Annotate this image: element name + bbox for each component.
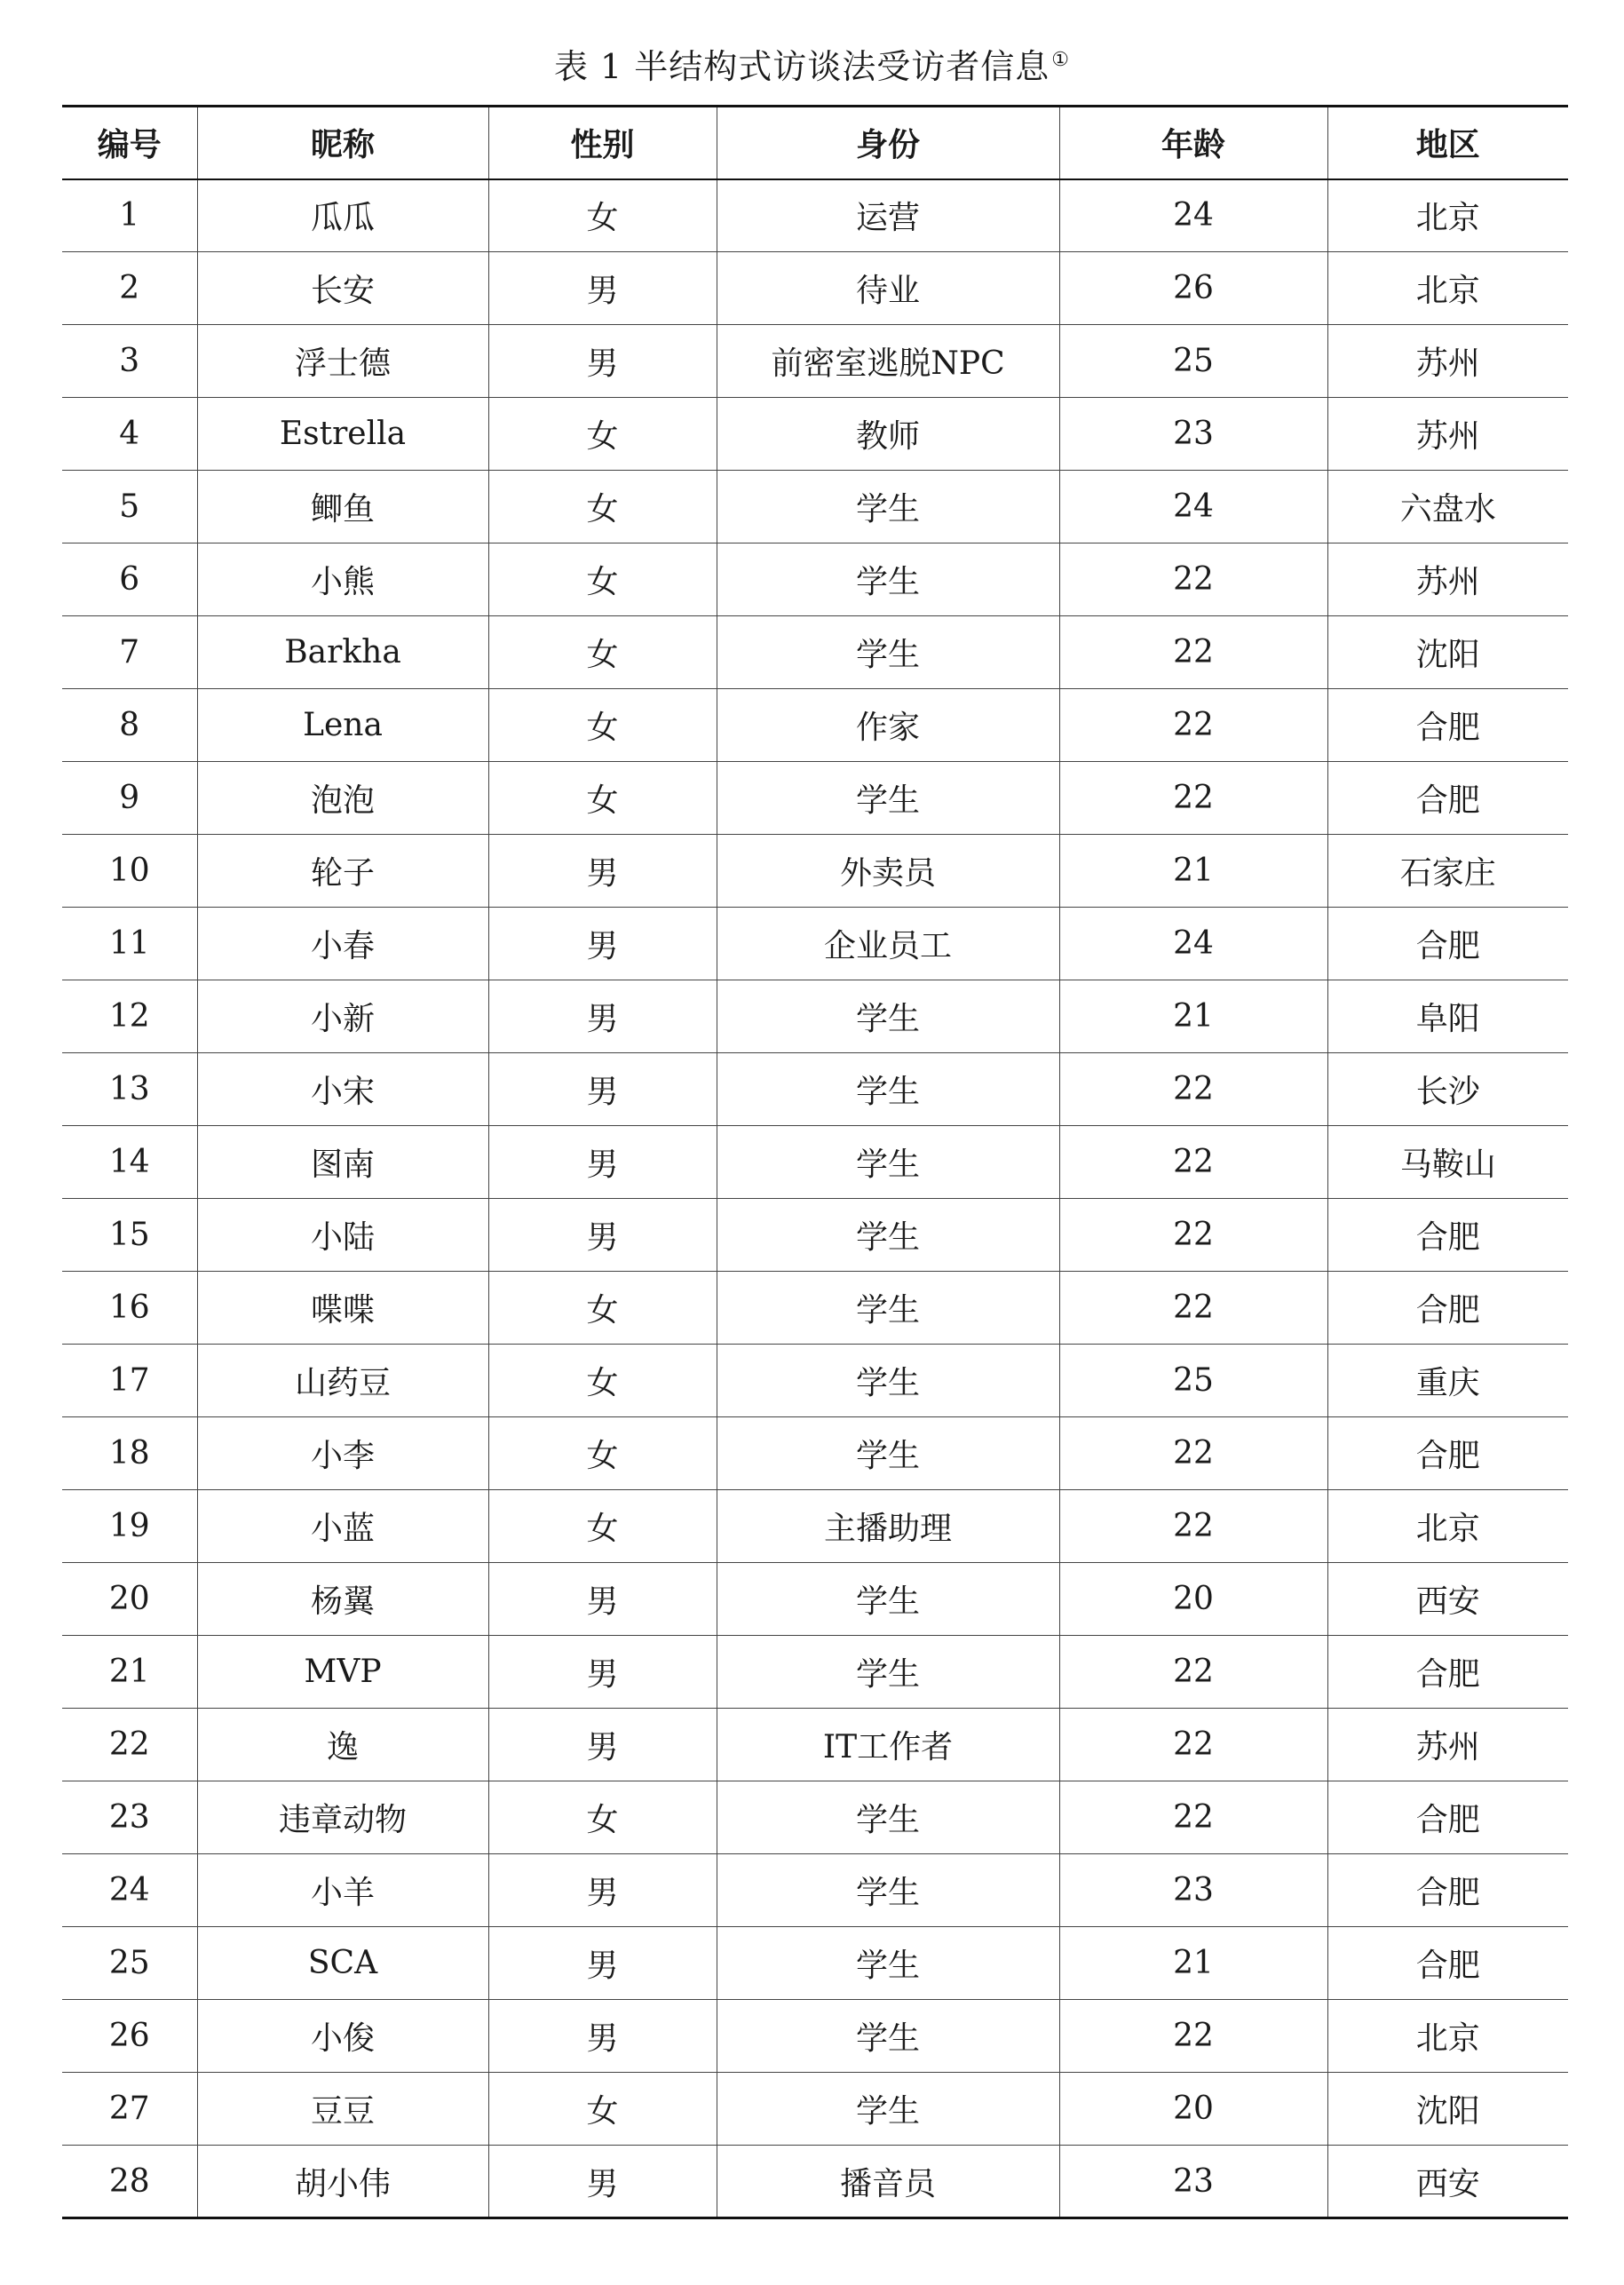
cell-nickname: 小新 xyxy=(197,980,488,1053)
cell-identity: 学生 xyxy=(717,2000,1059,2073)
cell-age: 25 xyxy=(1059,1345,1327,1417)
cell-gender: 女 xyxy=(488,1781,717,1854)
cell-gender: 男 xyxy=(488,1199,717,1272)
cell-age: 22 xyxy=(1059,689,1327,762)
table-row xyxy=(62,1345,1568,1417)
cell-region: 长沙 xyxy=(1327,1053,1568,1126)
cell-identity: 学生 xyxy=(717,980,1059,1053)
cell-identity: 作家 xyxy=(717,689,1059,762)
cell-age: 25 xyxy=(1059,325,1327,398)
table-row xyxy=(62,689,1568,762)
cell-nickname: 浮士德 xyxy=(197,325,488,398)
cell-age: 26 xyxy=(1059,252,1327,325)
cell-gender: 男 xyxy=(488,908,717,980)
cell-identity: 播音员 xyxy=(717,2146,1059,2218)
cell-identity: 学生 xyxy=(717,1272,1059,1345)
cell-nickname: 鲫鱼 xyxy=(197,471,488,543)
cell-nickname: 山药豆 xyxy=(197,1345,488,1417)
cell-region: 西安 xyxy=(1327,2146,1568,2218)
cell-id: 6 xyxy=(119,561,140,598)
table-body xyxy=(62,179,1568,2218)
cell-id: 28 xyxy=(108,2162,150,2200)
cell-age: 24 xyxy=(1059,179,1327,252)
cell-gender: 男 xyxy=(488,980,717,1053)
cell-gender: 男 xyxy=(488,1709,717,1781)
cell-gender: 女 xyxy=(488,1272,717,1345)
table-row xyxy=(62,471,1568,543)
header-gender: 性别 xyxy=(488,107,717,179)
cell-region: 合肥 xyxy=(1327,908,1568,980)
cell-region: 合肥 xyxy=(1327,1272,1568,1345)
cell-region: 北京 xyxy=(1327,1490,1568,1563)
cell-gender: 男 xyxy=(488,1053,717,1126)
cell-age: 22 xyxy=(1059,1490,1327,1563)
cell-nickname: 小俊 xyxy=(197,2000,488,2073)
cell-id: 4 xyxy=(119,416,140,452)
cell-id: 18 xyxy=(108,1435,150,1472)
cell-identity: IT工作者 xyxy=(717,1709,1059,1781)
cell-gender: 男 xyxy=(488,1636,717,1709)
cell-nickname: Barkha xyxy=(197,616,488,689)
caption-text: 表 1 半结构式访谈法受访者信息 xyxy=(553,47,1050,86)
cell-gender: 女 xyxy=(488,616,717,689)
cell-region: 合肥 xyxy=(1327,689,1568,762)
table-row xyxy=(62,1272,1568,1345)
cell-nickname: Lena xyxy=(197,689,488,762)
cell-nickname: 喋喋 xyxy=(197,1272,488,1345)
cell-id: 11 xyxy=(108,925,150,962)
table-row xyxy=(62,2073,1568,2146)
cell-id: 3 xyxy=(119,343,140,379)
cell-id: 1 xyxy=(119,197,140,234)
cell-gender: 女 xyxy=(488,179,717,252)
cell-identity: 学生 xyxy=(717,1563,1059,1636)
table-row xyxy=(62,1709,1568,1781)
table-row xyxy=(62,179,1568,252)
table-row xyxy=(62,2146,1568,2218)
footnote-marker: ① xyxy=(1051,49,1071,71)
cell-nickname: SCA xyxy=(197,1927,488,2000)
cell-age: 23 xyxy=(1059,2146,1327,2218)
cell-region: 沈阳 xyxy=(1327,2073,1568,2146)
cell-id: 27 xyxy=(108,2091,150,2127)
cell-age: 22 xyxy=(1059,1709,1327,1781)
cell-id: 23 xyxy=(108,1799,150,1836)
header-region: 地区 xyxy=(1327,107,1568,179)
cell-identity: 学生 xyxy=(717,1417,1059,1490)
cell-nickname: 小宋 xyxy=(197,1053,488,1126)
cell-identity: 学生 xyxy=(717,1199,1059,1272)
cell-age: 24 xyxy=(1059,471,1327,543)
cell-id: 19 xyxy=(108,1508,150,1544)
cell-nickname: 逸 xyxy=(197,1709,488,1781)
cell-id: 16 xyxy=(108,1289,150,1326)
cell-identity: 学生 xyxy=(717,471,1059,543)
cell-identity: 学生 xyxy=(717,762,1059,835)
header-id: 编号 xyxy=(97,127,162,164)
cell-gender: 女 xyxy=(488,1490,717,1563)
cell-identity: 学生 xyxy=(717,1854,1059,1927)
table-row xyxy=(62,980,1568,1053)
cell-age: 22 xyxy=(1059,1781,1327,1854)
cell-age: 22 xyxy=(1059,2000,1327,2073)
cell-identity: 学生 xyxy=(717,1781,1059,1854)
cell-region: 北京 xyxy=(1327,2000,1568,2073)
cell-identity: 企业员工 xyxy=(717,908,1059,980)
table-row xyxy=(62,616,1568,689)
cell-region: 合肥 xyxy=(1327,1417,1568,1490)
cell-gender: 女 xyxy=(488,1417,717,1490)
cell-age: 21 xyxy=(1059,980,1327,1053)
cell-identity: 学生 xyxy=(717,1927,1059,2000)
cell-region: 北京 xyxy=(1327,252,1568,325)
cell-gender: 女 xyxy=(488,543,717,616)
cell-region: 合肥 xyxy=(1327,1927,1568,2000)
cell-id: 25 xyxy=(108,1945,150,1981)
cell-age: 23 xyxy=(1059,1854,1327,1927)
cell-gender: 女 xyxy=(488,689,717,762)
table-row xyxy=(62,1927,1568,2000)
cell-age: 23 xyxy=(1059,398,1327,471)
cell-identity: 外卖员 xyxy=(717,835,1059,908)
cell-region: 重庆 xyxy=(1327,1345,1568,1417)
cell-nickname: MVP xyxy=(197,1636,488,1709)
cell-age: 22 xyxy=(1059,543,1327,616)
cell-id: 12 xyxy=(108,998,150,1035)
cell-region: 苏州 xyxy=(1327,325,1568,398)
cell-nickname: 图南 xyxy=(197,1126,488,1199)
cell-nickname: 长安 xyxy=(197,252,488,325)
table-row xyxy=(62,1854,1568,1927)
cell-nickname: 违章动物 xyxy=(197,1781,488,1854)
table-row xyxy=(62,2000,1568,2073)
cell-region: 合肥 xyxy=(1327,1781,1568,1854)
cell-id: 22 xyxy=(108,1726,150,1763)
cell-age: 22 xyxy=(1059,1126,1327,1199)
cell-gender: 女 xyxy=(488,762,717,835)
cell-age: 20 xyxy=(1059,2073,1327,2146)
cell-region: 西安 xyxy=(1327,1563,1568,1636)
table-caption xyxy=(0,34,1624,93)
cell-nickname: 杨翼 xyxy=(197,1563,488,1636)
header-identity: 身份 xyxy=(717,107,1059,179)
cell-id: 20 xyxy=(108,1581,150,1617)
cell-nickname: 小春 xyxy=(197,908,488,980)
cell-gender: 女 xyxy=(488,398,717,471)
table-row xyxy=(62,835,1568,908)
cell-id: 15 xyxy=(108,1217,150,1253)
cell-gender: 男 xyxy=(488,1126,717,1199)
table-row xyxy=(62,1781,1568,1854)
cell-age: 22 xyxy=(1059,1199,1327,1272)
cell-region: 沈阳 xyxy=(1327,616,1568,689)
cell-identity: 学生 xyxy=(717,1636,1059,1709)
cell-age: 22 xyxy=(1059,762,1327,835)
cell-region: 苏州 xyxy=(1327,543,1568,616)
header-nickname: 昵称 xyxy=(197,107,488,179)
cell-age: 21 xyxy=(1059,835,1327,908)
cell-gender: 女 xyxy=(488,471,717,543)
cell-identity: 学生 xyxy=(717,616,1059,689)
cell-gender: 男 xyxy=(488,325,717,398)
cell-nickname: 小熊 xyxy=(197,543,488,616)
table-row xyxy=(62,398,1568,471)
cell-gender: 女 xyxy=(488,2073,717,2146)
cell-nickname: 小陆 xyxy=(197,1199,488,1272)
cell-age: 20 xyxy=(1059,1563,1327,1636)
cell-id: 17 xyxy=(108,1362,150,1399)
cell-nickname: Estrella xyxy=(197,398,488,471)
cell-nickname: 小蓝 xyxy=(197,1490,488,1563)
table-row xyxy=(62,325,1568,398)
cell-identity: 学生 xyxy=(717,543,1059,616)
cell-identity: 运营 xyxy=(717,179,1059,252)
cell-gender: 男 xyxy=(488,1854,717,1927)
cell-region: 合肥 xyxy=(1327,1199,1568,1272)
cell-gender: 男 xyxy=(488,2146,717,2218)
table-row xyxy=(62,762,1568,835)
cell-age: 21 xyxy=(1059,1927,1327,2000)
cell-id: 13 xyxy=(108,1071,150,1107)
cell-gender: 男 xyxy=(488,252,717,325)
table-row xyxy=(62,1563,1568,1636)
cell-identity: 待业 xyxy=(717,252,1059,325)
cell-id: 7 xyxy=(119,634,140,670)
interviewee-table xyxy=(62,105,1568,2219)
cell-region: 合肥 xyxy=(1327,1854,1568,1927)
table-row xyxy=(62,1636,1568,1709)
cell-age: 22 xyxy=(1059,1636,1327,1709)
cell-age: 22 xyxy=(1059,1417,1327,1490)
cell-region: 六盘水 xyxy=(1327,471,1568,543)
cell-region: 阜阳 xyxy=(1327,980,1568,1053)
cell-region: 苏州 xyxy=(1327,1709,1568,1781)
cell-id: 5 xyxy=(119,488,140,525)
cell-nickname: 瓜瓜 xyxy=(197,179,488,252)
header-row xyxy=(62,107,1568,179)
cell-identity: 教师 xyxy=(717,398,1059,471)
cell-id: 14 xyxy=(108,1144,150,1180)
cell-id: 24 xyxy=(108,1872,150,1908)
cell-age: 22 xyxy=(1059,1053,1327,1126)
table-row xyxy=(62,1417,1568,1490)
cell-identity: 学生 xyxy=(717,1345,1059,1417)
cell-age: 22 xyxy=(1059,616,1327,689)
cell-region: 合肥 xyxy=(1327,1636,1568,1709)
cell-id: 9 xyxy=(119,780,140,816)
table-row xyxy=(62,1490,1568,1563)
cell-identity: 前密室逃脱NPC xyxy=(717,325,1059,398)
cell-id: 10 xyxy=(108,853,150,889)
cell-nickname: 轮子 xyxy=(197,835,488,908)
table-header xyxy=(62,107,1568,179)
cell-region: 马鞍山 xyxy=(1327,1126,1568,1199)
cell-age: 24 xyxy=(1059,908,1327,980)
cell-gender: 女 xyxy=(488,1345,717,1417)
cell-gender: 男 xyxy=(488,1927,717,2000)
cell-id: 8 xyxy=(119,707,140,743)
cell-id: 26 xyxy=(108,2018,150,2054)
cell-region: 北京 xyxy=(1327,179,1568,252)
table-row xyxy=(62,1053,1568,1126)
cell-nickname: 泡泡 xyxy=(197,762,488,835)
cell-region: 苏州 xyxy=(1327,398,1568,471)
cell-nickname: 小羊 xyxy=(197,1854,488,1927)
cell-gender: 男 xyxy=(488,1563,717,1636)
cell-age: 22 xyxy=(1059,1272,1327,1345)
cell-identity: 学生 xyxy=(717,2073,1059,2146)
cell-region: 合肥 xyxy=(1327,762,1568,835)
table-row xyxy=(62,252,1568,325)
cell-nickname: 小李 xyxy=(197,1417,488,1490)
cell-gender: 男 xyxy=(488,2000,717,2073)
table-row xyxy=(62,543,1568,616)
table-row xyxy=(62,1199,1568,1272)
cell-region: 石家庄 xyxy=(1327,835,1568,908)
cell-id: 21 xyxy=(108,1654,150,1690)
cell-id: 2 xyxy=(119,270,140,306)
table-row xyxy=(62,908,1568,980)
cell-identity: 主播助理 xyxy=(717,1490,1059,1563)
cell-nickname: 胡小伟 xyxy=(197,2146,488,2218)
cell-identity: 学生 xyxy=(717,1053,1059,1126)
cell-gender: 男 xyxy=(488,835,717,908)
cell-identity: 学生 xyxy=(717,1126,1059,1199)
header-age: 年龄 xyxy=(1059,107,1327,179)
table-row xyxy=(62,1126,1568,1199)
cell-nickname: 豆豆 xyxy=(197,2073,488,2146)
